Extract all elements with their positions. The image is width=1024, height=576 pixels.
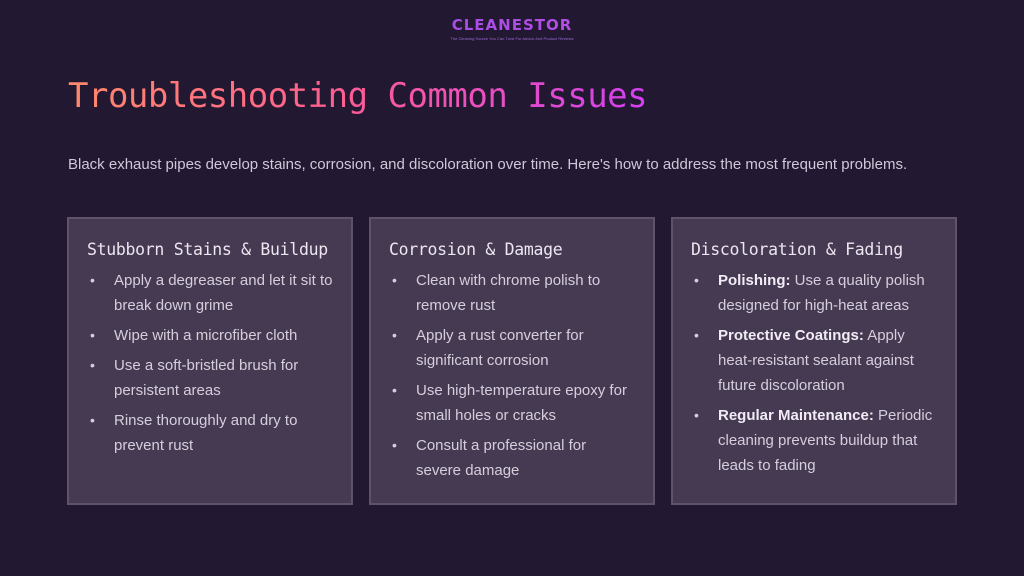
card-stains	[67, 217, 353, 505]
logo-wordmark: CLEANESTOR	[0, 15, 1024, 35]
list-item: • Apply a rust converter for significant corrosion	[389, 323, 635, 373]
card-title: Stubborn Stains & Buildup	[87, 240, 328, 259]
list-item: • Wipe with a microfiber cloth	[87, 323, 333, 348]
card-title: Corrosion & Damage	[389, 240, 563, 259]
list-item: • Rinse thoroughly and dry to prevent rust	[87, 408, 333, 458]
list-item	[691, 268, 937, 318]
card-title: Discoloration & Fading	[691, 240, 903, 259]
list-item: • Apply a degreaser and let it sit to break down grime	[87, 268, 333, 318]
list-item: • Consult a professional for severe damage	[389, 433, 635, 483]
item-text: Use a quality polish designed for high-heat areas	[718, 272, 925, 314]
issue-cards	[67, 217, 957, 505]
item-label: Polishing:	[718, 272, 791, 289]
list-item: • Use a soft-bristled brush for persistent areas	[87, 353, 333, 403]
item-text: Periodic cleaning prevents buildup that leads to fading	[718, 407, 933, 474]
list-item: • Use high-temperature epoxy for small holes or cracks	[389, 378, 635, 428]
item-label: Regular Maintenance:	[718, 407, 874, 424]
card-corrosion	[369, 217, 655, 505]
intro-paragraph: Black exhaust pipes develop stains, corrosion, and discoloration over time. Here's how to address the most frequent problems.	[68, 156, 908, 173]
list-item	[691, 323, 937, 398]
item-label: Protective Coatings:	[718, 327, 864, 344]
list-item	[691, 403, 937, 478]
logo-tagline: The Cleaning Source You Can Trust For Advice And Product Reviews	[450, 36, 574, 41]
card-list	[87, 268, 333, 458]
brand-logo	[0, 15, 1024, 42]
item-text: Apply heat-resistant sealant against future discoloration	[718, 327, 914, 394]
card-list	[389, 268, 635, 483]
card-discoloration	[671, 217, 957, 505]
page-title: Troubleshooting Common Issues	[68, 76, 648, 116]
list-item: • Clean with chrome polish to remove rust	[389, 268, 635, 318]
card-list	[691, 268, 937, 478]
